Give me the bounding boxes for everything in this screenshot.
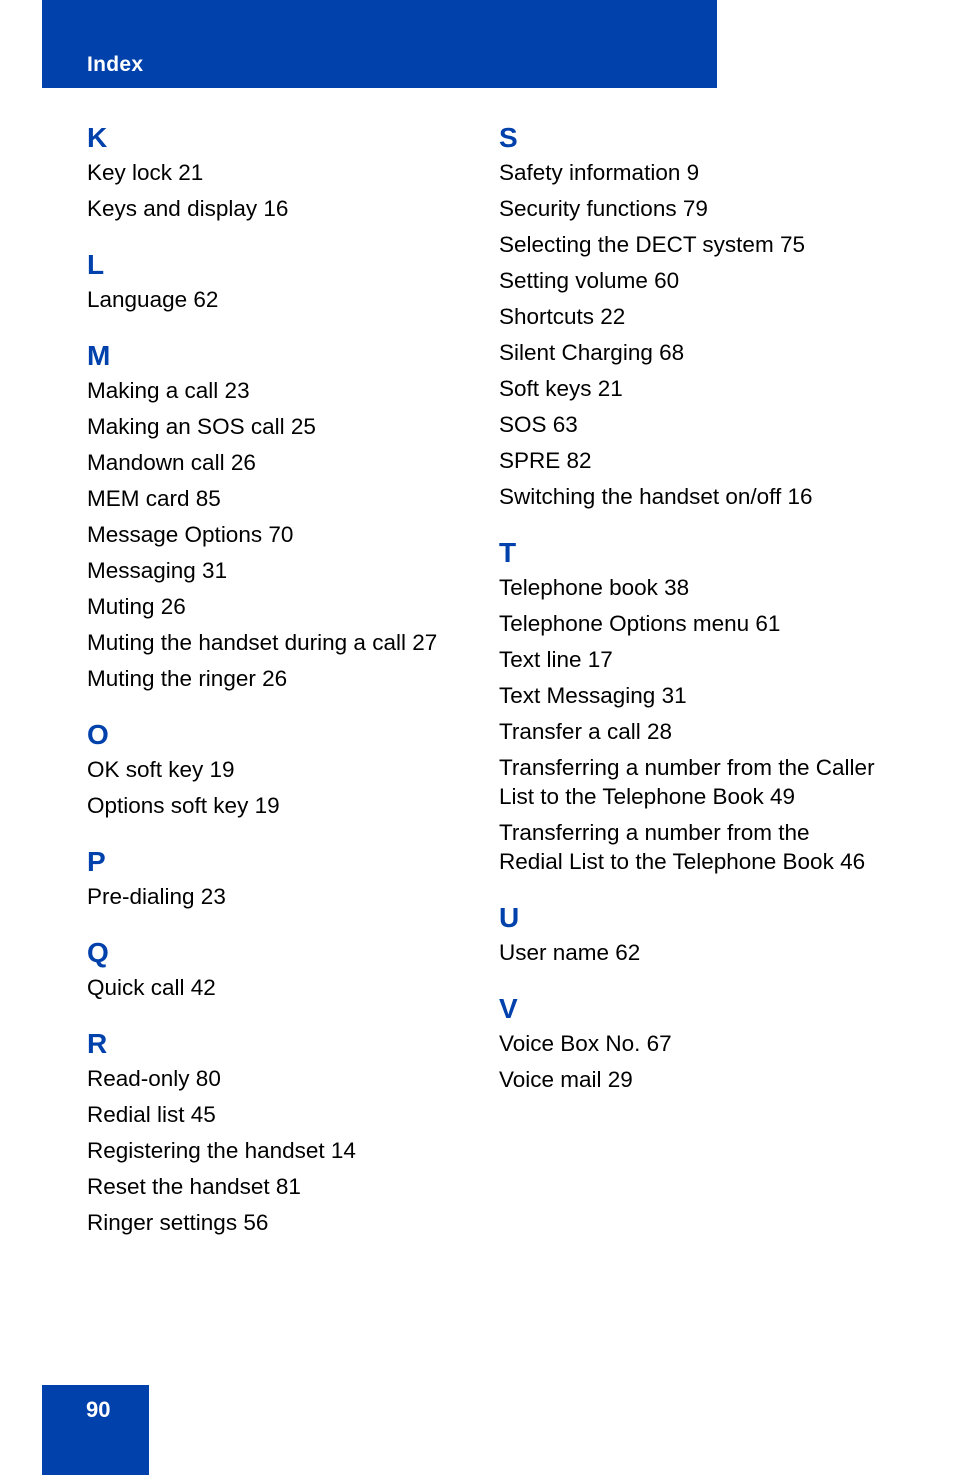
section-letter: P [87, 846, 106, 877]
index-entry[interactable]: Text line 17 [499, 647, 613, 672]
section-letter: T [499, 537, 517, 568]
section-letter: U [499, 902, 520, 933]
index-entry[interactable]: Transferring a number from the Redial List to the Telephone Book 46 [499, 820, 866, 874]
index-section-l [87, 245, 467, 314]
index-entry[interactable]: User name 62 [499, 940, 641, 965]
index-entry[interactable]: OK soft key 19 [87, 757, 235, 782]
index-entry[interactable]: Telephone book 38 [499, 575, 690, 600]
index-entry[interactable]: Quick call 42 [87, 975, 216, 1000]
footer-box [42, 1385, 149, 1475]
index-entry[interactable]: Telephone Options menu 61 [499, 611, 781, 636]
section-letter: R [87, 1028, 108, 1059]
index-entry[interactable]: Pre-dialing 23 [87, 884, 226, 909]
index-entry[interactable]: Ringer settings 56 [87, 1210, 269, 1235]
index-section-r [87, 1024, 467, 1237]
index-entry[interactable]: Read-only 80 [87, 1066, 221, 1091]
index-entry[interactable]: Messaging 31 [87, 558, 228, 583]
index-entry[interactable]: Text Messaging 31 [499, 683, 687, 708]
section-letter: M [87, 340, 111, 371]
section-letter: L [87, 249, 105, 280]
index-section-v [499, 989, 879, 1094]
section-letter: V [499, 993, 518, 1024]
index-entry[interactable]: Safety information 9 [499, 160, 700, 185]
index-entry[interactable]: Muting the ringer 26 [87, 666, 288, 691]
index-section-k [87, 118, 467, 223]
index-entry[interactable]: Reset the handset 81 [87, 1174, 301, 1199]
index-section-t [499, 533, 879, 876]
index-section-q [87, 933, 467, 1002]
index-entry[interactable]: Mandown call 26 [87, 450, 256, 475]
index-section-p [87, 842, 467, 911]
section-letter: S [499, 122, 518, 153]
index-entry[interactable]: Making a call 23 [87, 378, 250, 403]
index-section-o [87, 715, 467, 820]
index-entry[interactable]: Transferring a number from the Caller List to the Telephone Book 49 [499, 755, 875, 809]
index-entry[interactable]: Security functions 79 [499, 196, 708, 221]
page-title: Index [87, 53, 144, 76]
index-entry[interactable]: Making an SOS call 25 [87, 414, 316, 439]
index-entry[interactable]: SOS 63 [499, 412, 578, 437]
index-section-m [87, 336, 467, 693]
index-entry[interactable]: MEM card 85 [87, 486, 221, 511]
index-entry[interactable]: Voice Box No. 67 [499, 1031, 672, 1056]
section-letter: Q [87, 937, 109, 968]
index-column-left [87, 118, 467, 1259]
index-entry[interactable]: Language 62 [87, 287, 219, 312]
index-entry[interactable]: Key lock 21 [87, 160, 204, 185]
index-entry[interactable]: Switching the handset on/off 16 [499, 484, 813, 509]
index-section-s [499, 118, 879, 511]
index-entry[interactable]: Soft keys 21 [499, 376, 623, 401]
index-entry[interactable]: Message Options 70 [87, 522, 294, 547]
index-entry[interactable]: Keys and display 16 [87, 196, 289, 221]
index-entry[interactable]: Registering the handset 14 [87, 1138, 356, 1163]
section-letter: O [87, 719, 109, 750]
index-entry[interactable]: Shortcuts 22 [499, 304, 626, 329]
index-entry[interactable]: Redial list 45 [87, 1102, 216, 1127]
index-entry[interactable]: Muting 26 [87, 594, 186, 619]
index-entry[interactable]: Muting the handset during a call 27 [87, 630, 438, 655]
index-section-u [499, 898, 879, 967]
index-column-right [499, 118, 879, 1116]
page-number: 90 [86, 1397, 111, 1422]
index-entry[interactable]: SPRE 82 [499, 448, 592, 473]
index-entry[interactable]: Selecting the DECT system 75 [499, 232, 805, 257]
header-bar [42, 0, 717, 88]
section-letter: K [87, 122, 108, 153]
index-entry[interactable]: Voice mail 29 [499, 1067, 633, 1092]
index-entry[interactable]: Transfer a call 28 [499, 719, 672, 744]
index-entry[interactable]: Setting volume 60 [499, 268, 680, 293]
index-entry[interactable]: Options soft key 19 [87, 793, 280, 818]
index-entry[interactable]: Silent Charging 68 [499, 340, 685, 365]
